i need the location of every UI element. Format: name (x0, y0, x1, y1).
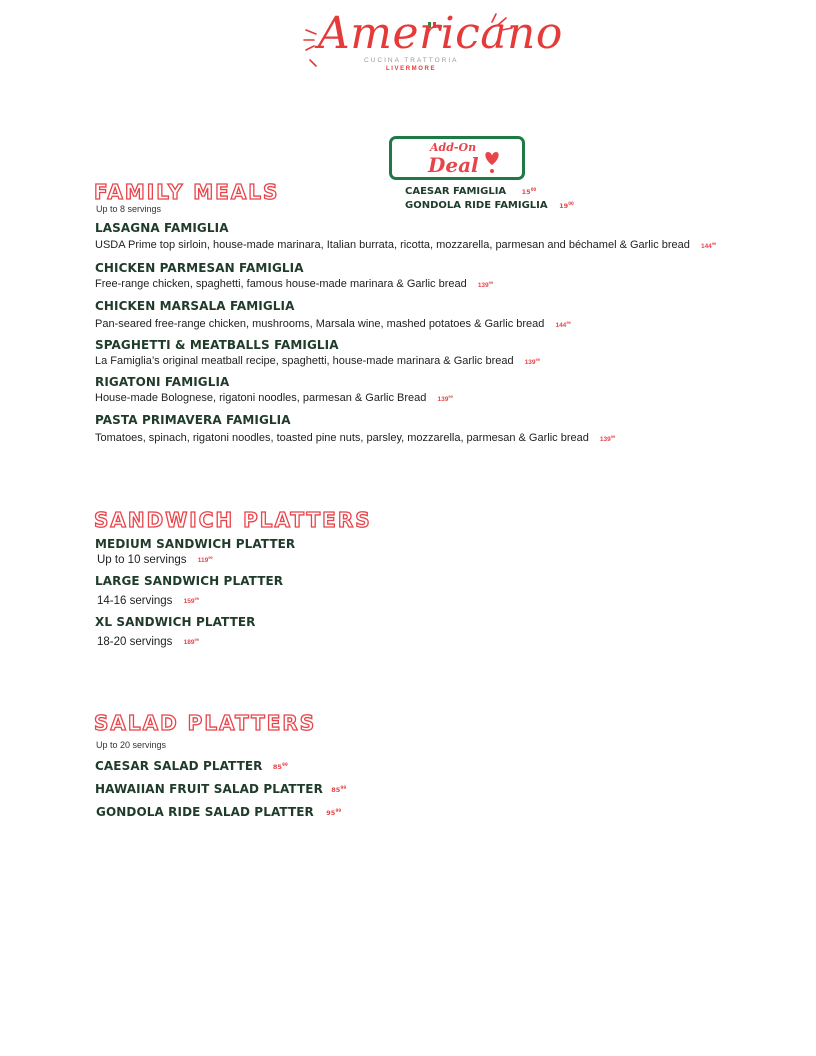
price-cents: 99 (610, 433, 616, 439)
heart-icon (482, 149, 502, 175)
price-cents: 99 (208, 555, 213, 561)
menu-item-title (95, 782, 346, 796)
title-text: GONDOLA RIDE SALAD PLATTER (96, 805, 314, 819)
menu-item-desc (95, 318, 571, 330)
price-dollars: 139 (437, 395, 449, 403)
servings-text: 14-16 servings (97, 595, 173, 607)
addon-item-price (522, 187, 537, 196)
price-dollars: 85 (272, 763, 283, 771)
menu-item-desc (95, 355, 540, 367)
desc-text: Tomatoes, spinach, rigatoni noodles, toasted pine nuts, parsley, mozzarella, parmesan & Garlic bread (95, 432, 589, 444)
price-dollars: 139 (477, 281, 489, 289)
desc-text: Free-range chicken, spaghetti, famous house-made marinara & Garlic bread (95, 278, 467, 290)
price-cents: 00 (568, 200, 574, 206)
menu-item-price (525, 357, 540, 366)
salad-platters-note: Up to 20 servings (96, 740, 167, 750)
price-cents: 99 (448, 393, 453, 399)
servings-text: 18-20 servings (97, 636, 173, 648)
menu-item-price (437, 394, 452, 403)
price-cents: 00 (530, 186, 537, 192)
price-dollars: 19 (559, 201, 569, 210)
menu-item-title: PASTA PRIMAVERA FAMIGLIA (95, 413, 291, 427)
price-cents: 99 (711, 240, 717, 246)
menu-item-price (198, 555, 213, 564)
addon-item (405, 200, 574, 211)
price-dollars: 119 (197, 557, 209, 565)
menu-item-price (555, 320, 570, 329)
price-cents: 99 (282, 762, 288, 767)
addon-item-price (559, 201, 574, 210)
desc-text: USDA Prime top sirloin, house-made marinara, Italian burrata, ricotta, mozzarella, parmesan and béchamel & Garlic bread (95, 239, 690, 251)
price-cents: 99 (488, 279, 494, 285)
servings-text: Up to 10 servings (97, 554, 187, 566)
menu-item-title: CHICKEN MARSALA FAMIGLIA (95, 299, 295, 313)
price-dollars: 139 (524, 358, 536, 366)
logo (300, 8, 563, 76)
price-dollars: 144 (700, 242, 712, 250)
menu-item-price (600, 434, 615, 443)
menu-item-price (273, 762, 288, 771)
price-dollars: 159 (183, 598, 195, 606)
menu-item-desc (95, 432, 615, 444)
price-dollars: 189 (183, 639, 195, 647)
menu-item-title: XL SANDWICH PLATTER (95, 615, 256, 629)
menu-item-price (326, 808, 341, 817)
price-dollars: 144 (555, 321, 567, 329)
price-cents: 99 (535, 356, 540, 362)
menu-item-title: LARGE SANDWICH PLATTER (95, 574, 284, 588)
menu-item-desc (95, 239, 716, 251)
addon-deal-big-text: Deal (428, 153, 479, 177)
menu-item-price (478, 280, 493, 289)
logo-wordmark: Americano (318, 8, 563, 59)
title-text: HAWAIIAN FRUIT SALAD PLATTER (95, 782, 323, 796)
price-dollars: 15 (521, 187, 531, 196)
price-cents: 99 (335, 808, 342, 813)
sandwich-platters-heading: SANDWICH PLATTERS (94, 508, 372, 532)
logo-city: LIVERMORE (386, 66, 437, 72)
desc-text: Pan-seared free-range chicken, mushrooms, Marsala wine, mashed potatoes & Garlic bread (95, 318, 545, 330)
menu-item-title: CHICKEN PARMESAN FAMIGLIA (95, 261, 304, 275)
menu-item-servings (97, 595, 199, 607)
menu-item-price (331, 785, 346, 794)
menu-item-title (96, 805, 341, 819)
addon-deal-top-text: Add-On (430, 141, 477, 154)
price-dollars: 85 (331, 786, 341, 794)
price-cents: 99 (194, 596, 199, 602)
price-dollars: 95 (326, 809, 336, 817)
menu-item-title: LASAGNA FAMIGLIA (95, 221, 229, 235)
title-text: CAESAR SALAD PLATTER (95, 759, 263, 773)
menu-item-desc (95, 278, 493, 290)
menu-item-desc (95, 392, 453, 404)
menu-item-title (95, 759, 288, 773)
logo-subtitle: CUCINA TRATTORIA (364, 57, 459, 64)
menu-item-price (184, 596, 199, 605)
family-meals-note: Up to 8 servings (96, 204, 162, 214)
menu-item-servings (97, 636, 199, 648)
menu-item-price (184, 637, 199, 646)
addon-item-name: GONDOLA RIDE FAMIGLIA (405, 200, 548, 211)
price-dollars: 139 (599, 435, 611, 443)
addon-item-name: CAESAR FAMIGLIA (405, 186, 507, 197)
menu-item-title: MEDIUM SANDWICH PLATTER (95, 537, 296, 551)
price-cents: 99 (340, 785, 347, 790)
menu-item-price (701, 241, 716, 250)
price-cents: 99 (566, 319, 571, 325)
addon-deal-badge (389, 136, 525, 180)
salad-platters-heading: SALAD PLATTERS (94, 711, 317, 735)
menu-item-title: SPAGHETTI & MEATBALLS FAMIGLIA (95, 338, 339, 352)
desc-text: House-made Bolognese, rigatoni noodles, parmesan & Garlic Bread (95, 392, 427, 404)
menu-item-title: RIGATONI FAMIGLIA (95, 375, 230, 389)
family-meals-heading: FAMILY MEALS (94, 180, 280, 204)
menu-item-servings (97, 554, 213, 566)
desc-text: La Famiglia’s original meatball recipe, spaghetti, house-made marinara & Garlic bread (95, 355, 514, 367)
price-cents: 99 (194, 637, 199, 643)
addon-item (405, 186, 536, 197)
